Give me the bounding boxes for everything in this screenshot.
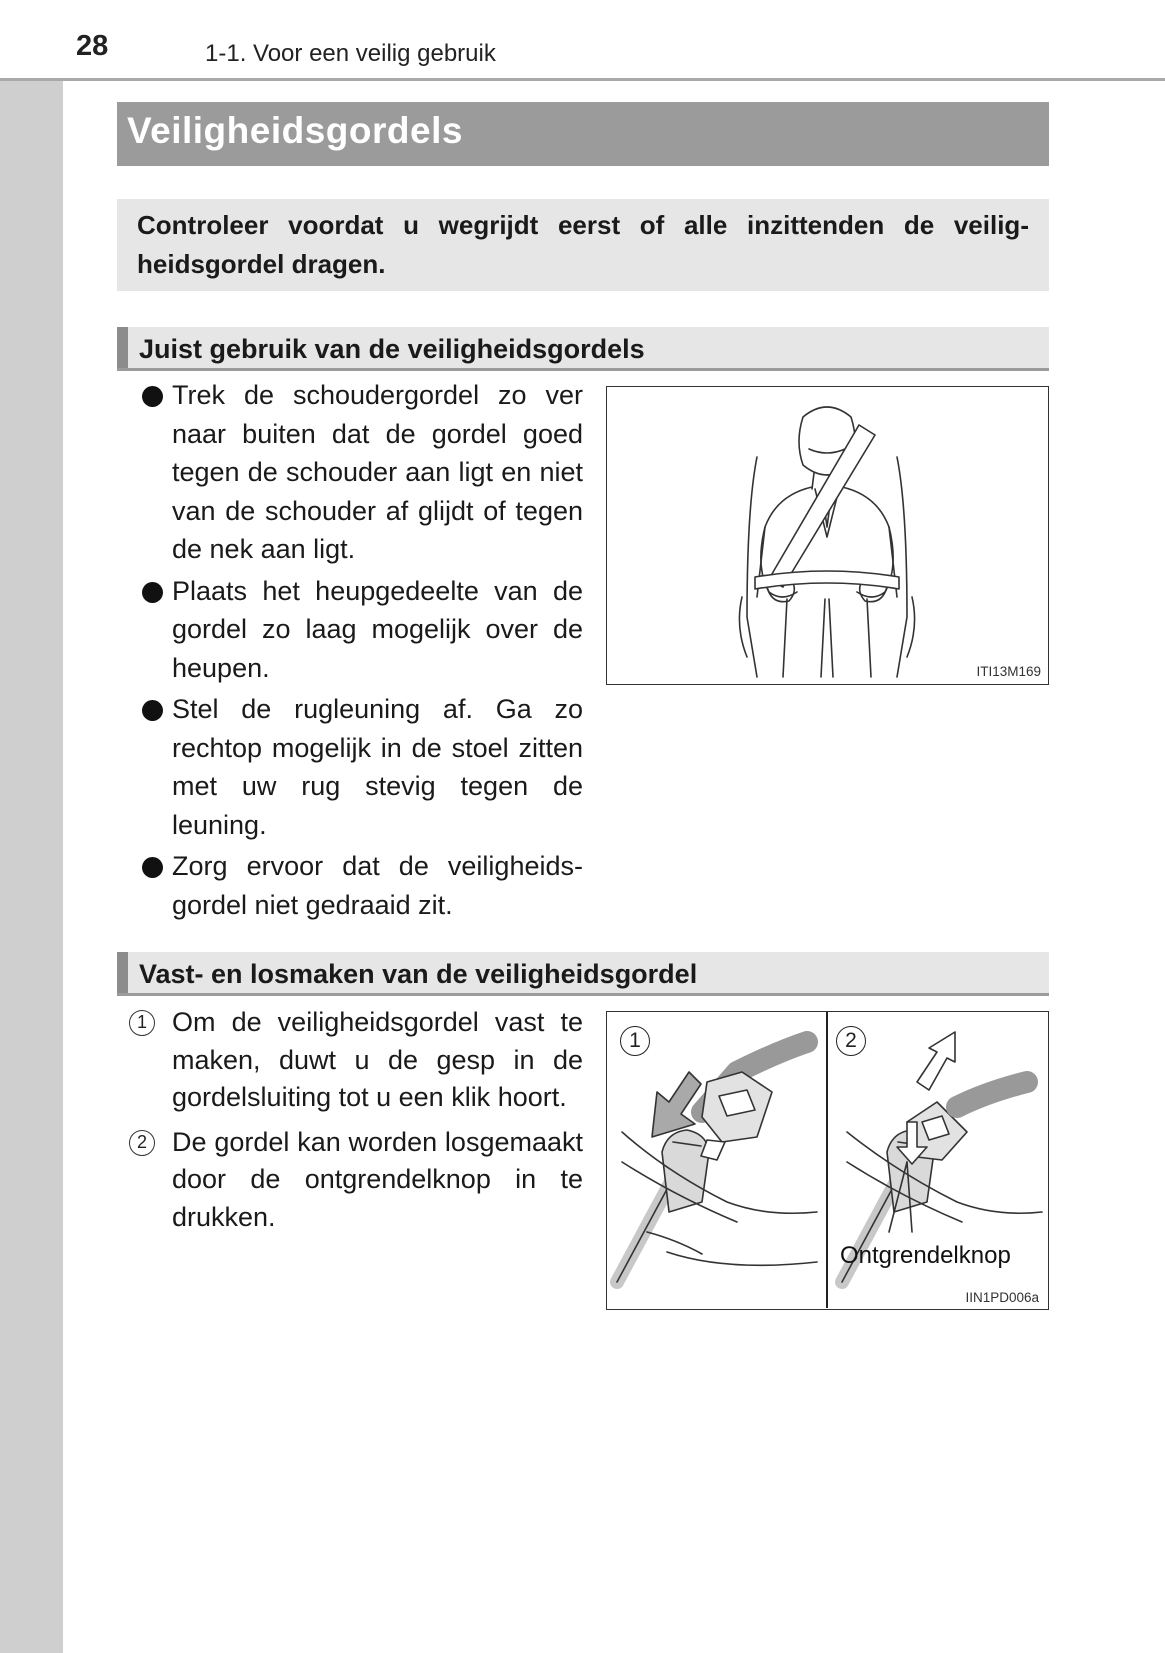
bullet-list: [140, 376, 583, 927]
seated-person-belt-illustration-icon: [607, 387, 1047, 683]
list-item: [127, 1124, 583, 1237]
intro-text: Controleer voordat u wegrijdt eerst of alle inzittenden de veiligheidsgordel dragen.: [137, 210, 1029, 279]
panel-number-1: 1: [620, 1026, 650, 1056]
list-item: [140, 572, 583, 688]
list-item: [140, 690, 583, 844]
section-accent: [117, 327, 128, 368]
step-text: De gordel kan worden losgemaakt door de ontgrendelknop in te drukken.: [172, 1126, 583, 1232]
section-heading-correct-use: [117, 327, 1049, 371]
title-bar: [117, 102, 1049, 166]
header-rule: [0, 78, 1165, 81]
bullet-text: Stel de rugleuning af. Ga zo rechtop mogelijk in de stoel zitten met uw rug stevig tegen de leuning.: [172, 694, 583, 840]
bullet-text: Zorg ervoor dat de veiligheidsgordel niet gedraaid zit.: [172, 851, 583, 920]
step-text: Om de veiligheidsgordel vast te maken, duwt u de gesp in de gordelsluiting tot u een klik hoort.: [172, 1007, 583, 1112]
step-number: 1: [129, 1010, 155, 1036]
bullet-icon: [142, 857, 163, 878]
bullet-icon: [142, 700, 163, 721]
step-list: [127, 1004, 583, 1243]
figure-code: IIN1PD006a: [965, 1290, 1039, 1305]
figure-buckle: [606, 1011, 1049, 1310]
running-head: 1-1. Voor een veilig gebruik: [205, 40, 496, 67]
side-strip: [0, 0, 63, 1653]
section-heading-fasten-release: [117, 952, 1049, 996]
bullet-text: Trek de schoudergordel zo ver naar buiten dat de gordel goed tegen de schouder aan ligt en niet van de schouder af glijdt of tegen de nek aan ligt.: [172, 380, 583, 564]
section-accent: [117, 952, 128, 993]
bullet-icon: [142, 582, 163, 603]
list-item: [127, 1004, 583, 1117]
list-item: [140, 376, 583, 569]
figure-code: ITI13M169: [976, 664, 1041, 679]
panel-number-2: 2: [836, 1026, 866, 1056]
step-number: 2: [129, 1130, 155, 1156]
bullet-icon: [142, 386, 163, 407]
callout-release-button: Ontgrendelknop: [840, 1242, 1011, 1269]
section-heading-label: Juist gebruik van de veiligheidsgordels: [139, 334, 645, 364]
list-item: [140, 847, 583, 924]
intro-box: [117, 199, 1049, 291]
page-header: [0, 0, 1165, 78]
page-number: 28: [76, 30, 109, 62]
section-heading-label: Vast- en losmaken van de veiligheidsgordel: [139, 959, 698, 989]
figure-seated-person: [606, 386, 1049, 685]
page-title: Veiligheidsgordels: [127, 110, 463, 151]
bullet-text: Plaats het heupgedeelte van de gordel zo laag mogelijk over de heupen.: [172, 575, 583, 683]
